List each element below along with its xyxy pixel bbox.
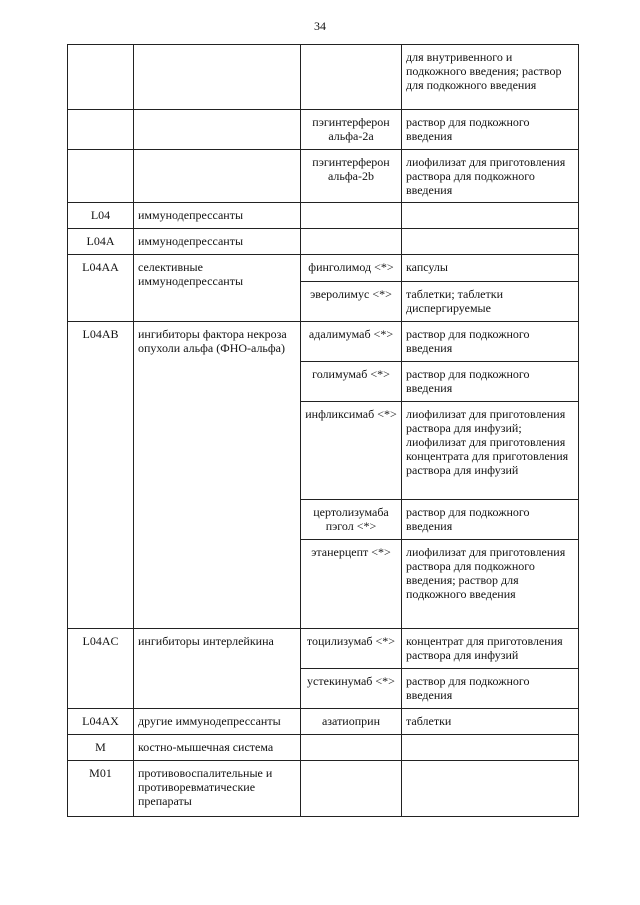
table-row <box>68 150 579 203</box>
dosage-form-cell: концентрат для приготовления раствора для инфузий <box>402 629 579 669</box>
atc-code-cell: M01 <box>68 761 134 817</box>
atc-code-cell <box>68 110 134 150</box>
drug-table <box>67 44 579 817</box>
drug-name-cell: пэгинтерферон альфа-2b <box>301 150 402 203</box>
atc-code-cell: L04AB <box>68 322 134 629</box>
group-name-cell: иммунодепрессанты <box>134 203 301 229</box>
dosage-form-cell: для внутривенного и подкожного введения; раствор для подкожного введения <box>402 45 579 110</box>
drug-name-cell: финголимод <*> <box>301 255 402 282</box>
table-row <box>68 629 579 669</box>
dosage-form-cell <box>402 735 579 761</box>
dosage-form-cell: раствор для подкожного введения <box>402 500 579 540</box>
atc-code-cell: L04AA <box>68 255 134 322</box>
drug-name-cell <box>301 735 402 761</box>
drug-name-cell: этанерцепт <*> <box>301 540 402 629</box>
table-row <box>68 735 579 761</box>
drug-name-cell: устекинумаб <*> <box>301 669 402 709</box>
page-number: 34 <box>314 19 326 33</box>
drug-name-cell: инфликсимаб <*> <box>301 402 402 500</box>
table-row <box>68 229 579 255</box>
group-name-cell: селективные иммунодепрессанты <box>134 255 301 322</box>
drug-name-cell <box>301 761 402 817</box>
dosage-form-cell: раствор для подкожного введения <box>402 362 579 402</box>
group-name-cell: противовоспалительные и противоревматические препараты <box>134 761 301 817</box>
dosage-form-cell: раствор для подкожного введения <box>402 669 579 709</box>
group-name-cell <box>134 110 301 150</box>
dosage-form-cell <box>402 761 579 817</box>
table-row <box>68 255 579 282</box>
atc-code-cell: L04 <box>68 203 134 229</box>
dosage-form-cell: раствор для подкожного введения <box>402 110 579 150</box>
atc-code-cell: L04A <box>68 229 134 255</box>
atc-code-cell: L04AC <box>68 629 134 709</box>
atc-code-cell: L04AX <box>68 709 134 735</box>
dosage-form-cell: таблетки <box>402 709 579 735</box>
dosage-form-cell: капсулы <box>402 255 579 282</box>
dosage-form-cell <box>402 229 579 255</box>
group-name-cell: другие иммунодепрессанты <box>134 709 301 735</box>
atc-code-cell <box>68 45 134 110</box>
dosage-form-cell: лиофилизат для приготовления раствора для подкожного введения <box>402 150 579 203</box>
drug-name-cell: адалимумаб <*> <box>301 322 402 362</box>
group-name-cell: ингибиторы фактора некроза опухоли альфа (ФНО-альфа) <box>134 322 301 629</box>
drug-name-cell: эверолимус <*> <box>301 282 402 322</box>
atc-code-cell: M <box>68 735 134 761</box>
group-name-cell: иммунодепрессанты <box>134 229 301 255</box>
group-name-cell <box>134 45 301 110</box>
table-row <box>68 709 579 735</box>
group-name-cell: ингибиторы интерлейкина <box>134 629 301 709</box>
table-row <box>68 203 579 229</box>
group-name-cell <box>134 150 301 203</box>
dosage-form-cell: раствор для подкожного введения <box>402 322 579 362</box>
drug-name-cell: цертолизумаба пэгол <*> <box>301 500 402 540</box>
drug-name-cell <box>301 45 402 110</box>
group-name-cell: костно-мышечная система <box>134 735 301 761</box>
dosage-form-cell <box>402 203 579 229</box>
drug-name-cell <box>301 203 402 229</box>
drug-name-cell: голимумаб <*> <box>301 362 402 402</box>
dosage-form-cell: лиофилизат для приготовления раствора для инфузий; лиофилизат для приготовления концентрата для приготовления раствора для инфузий <box>402 402 579 500</box>
atc-code-cell <box>68 150 134 203</box>
drug-name-cell: пэгинтерферон альфа-2а <box>301 110 402 150</box>
drug-name-cell: тоцилизумаб <*> <box>301 629 402 669</box>
table-row <box>68 761 579 817</box>
table-row <box>68 110 579 150</box>
drug-name-cell: азатиоприн <box>301 709 402 735</box>
dosage-form-cell: лиофилизат для приготовления раствора для подкожного введения; раствор для подкожного введения <box>402 540 579 629</box>
table-row <box>68 45 579 110</box>
table-row <box>68 322 579 362</box>
drug-name-cell <box>301 229 402 255</box>
dosage-form-cell: таблетки; таблетки диспергируемые <box>402 282 579 322</box>
